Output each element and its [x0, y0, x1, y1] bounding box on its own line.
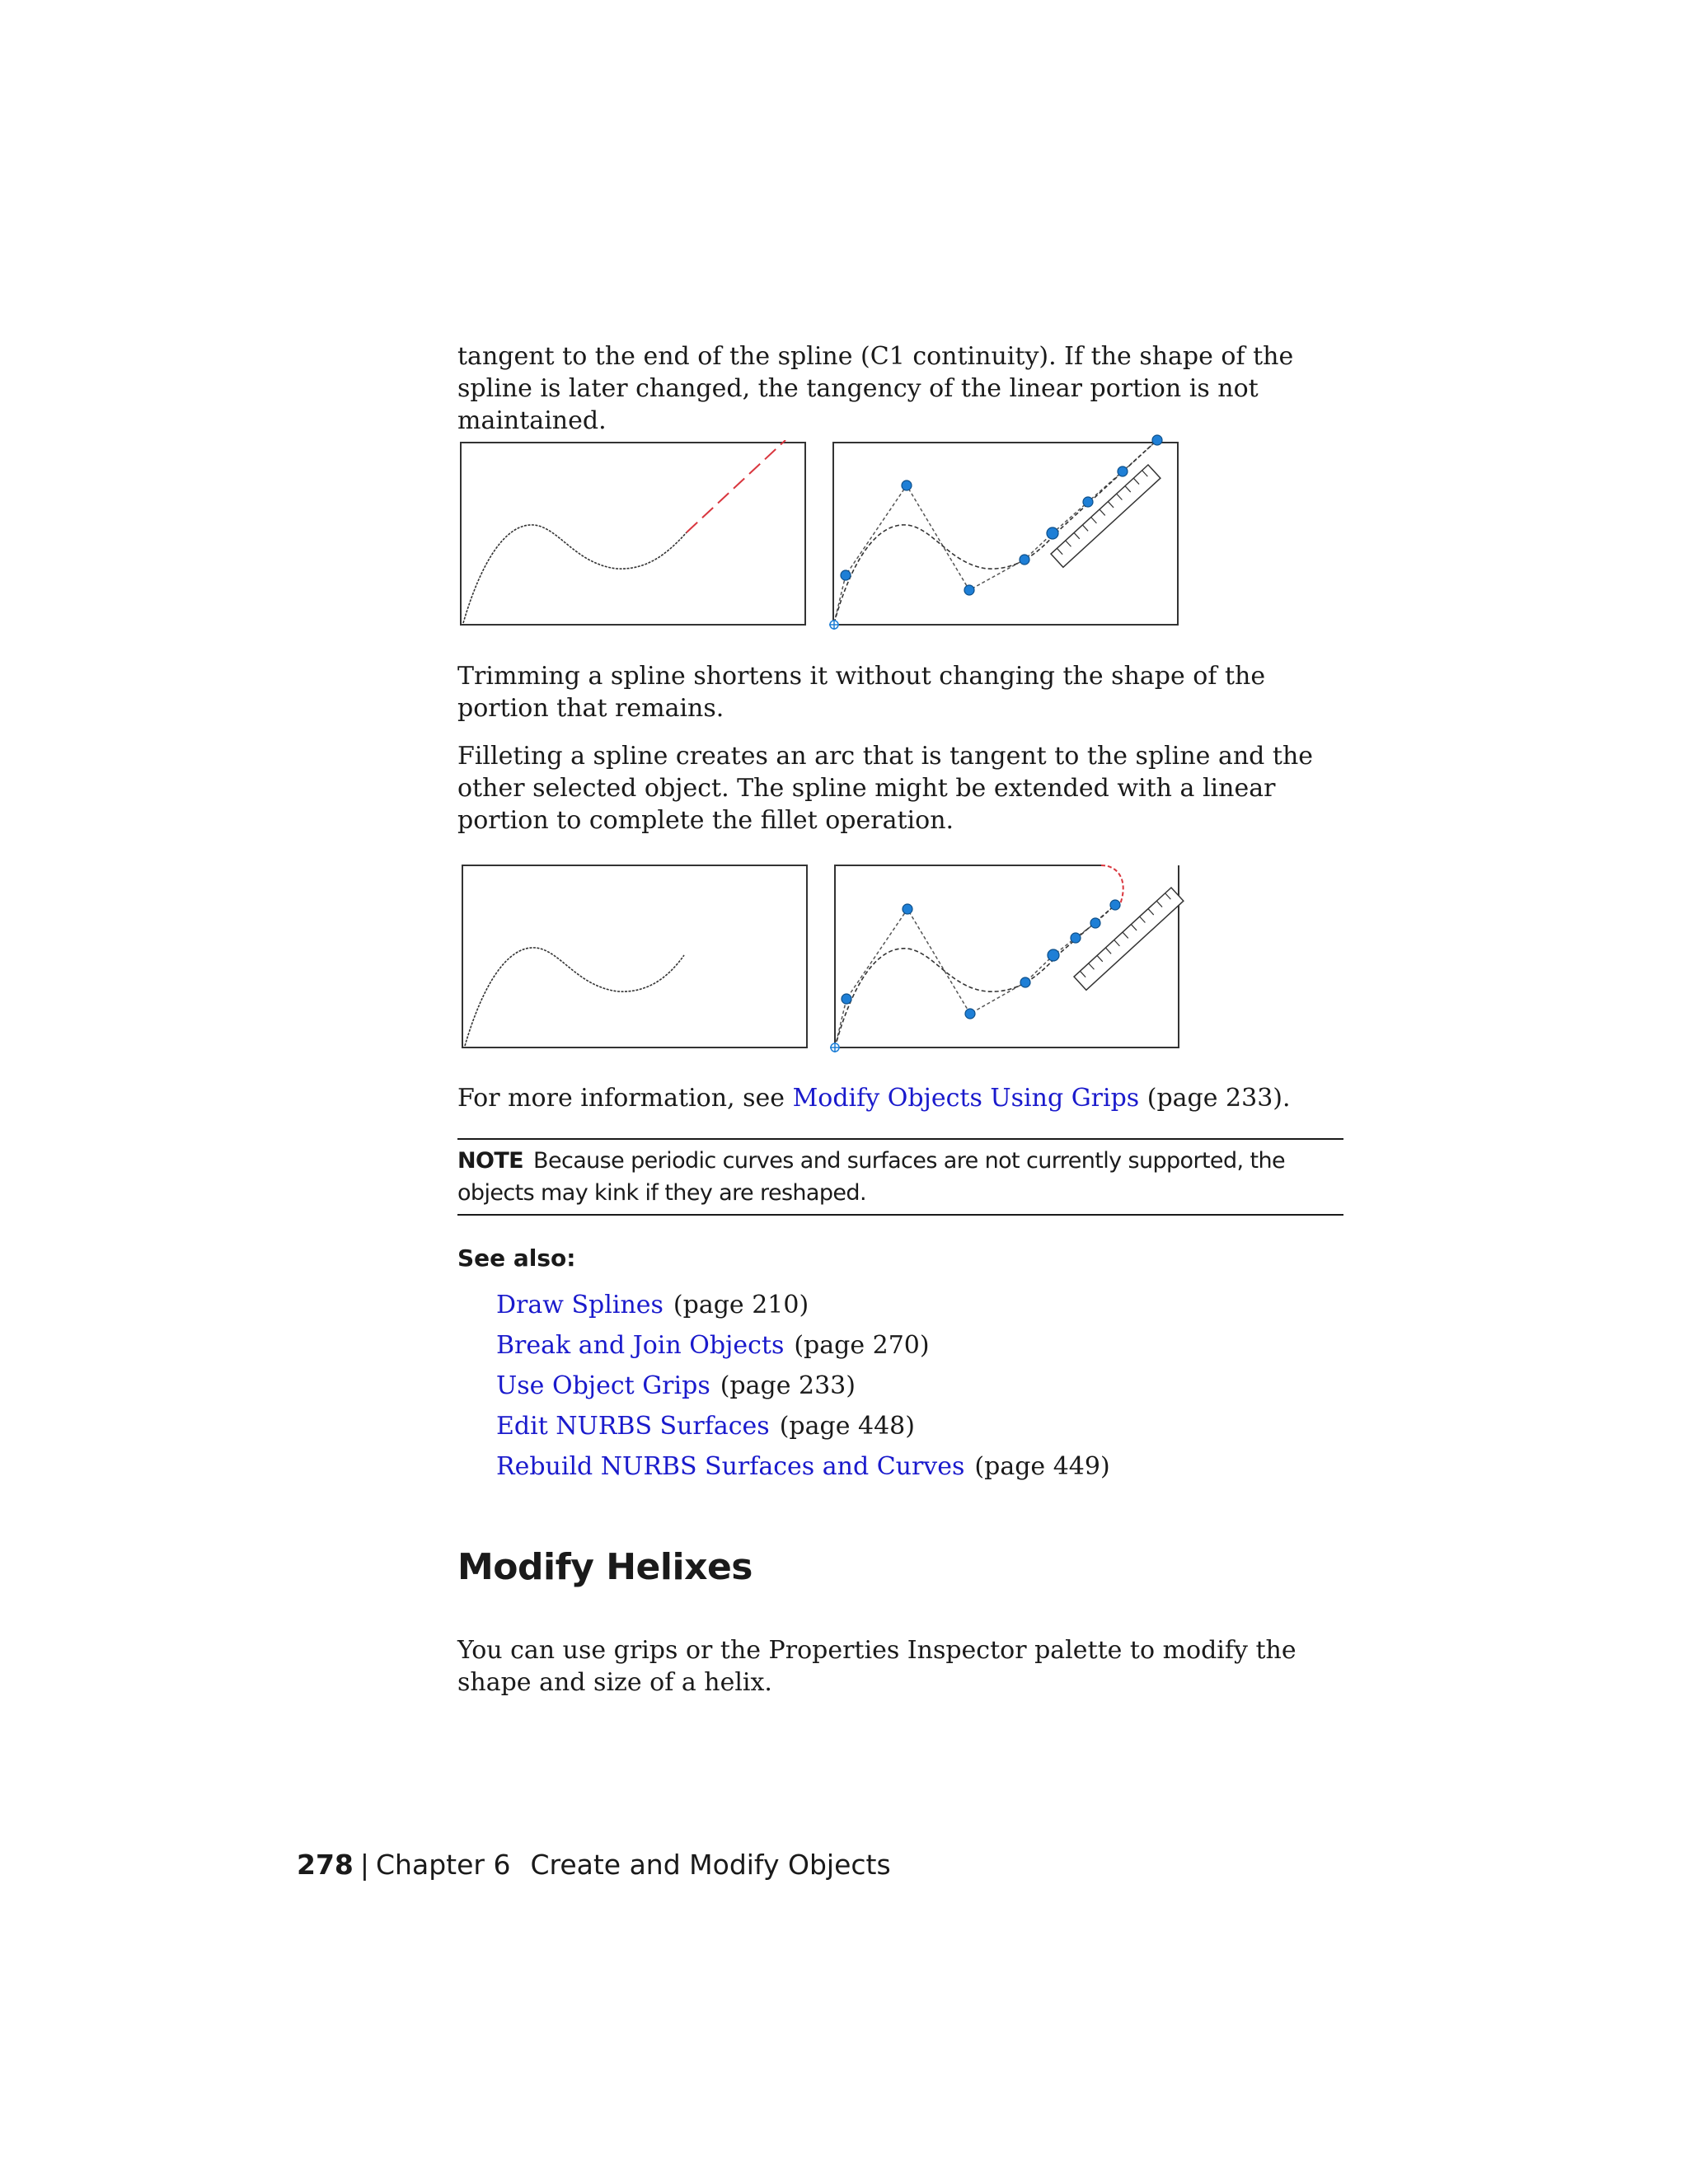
grip-point — [1071, 933, 1081, 943]
figure-spline-extend-left — [460, 440, 808, 626]
spline-curve — [835, 905, 1115, 1047]
section-heading: Modify Helixes — [457, 1546, 753, 1588]
grip-point — [1020, 555, 1029, 565]
section-body: You can use grips or the Properties Inspector palette to modify the shape and size of a helix. — [457, 1636, 1296, 1697]
link-modify-objects-using-grips[interactable]: Modify Objects Using Grips — [792, 1084, 1140, 1113]
see-also-title: See also: — [457, 1244, 576, 1272]
see-also-list — [496, 1285, 1110, 1487]
grip-point — [1152, 435, 1162, 445]
paragraph-tangent: tangent to the end of the spline (C1 continuity). If the shape of the spline is later changed, the tangency of the linear portion is not maintained. — [457, 342, 1294, 435]
more-info-suffix: (page 233). — [1139, 1084, 1291, 1113]
link-draw-splines[interactable]: Draw Splines — [496, 1291, 663, 1319]
paragraph-more-info — [457, 1082, 1343, 1114]
note-bottom-rule — [457, 1214, 1343, 1216]
note-text: Because periodic curves and surfaces are not currently supported, the objects may kink if they are reshaped. — [457, 1148, 1285, 1206]
page-footer — [297, 1849, 891, 1881]
page-reference: (page 448) — [779, 1412, 915, 1441]
grip-point — [1047, 527, 1058, 539]
page-reference: (page 270) — [794, 1331, 930, 1360]
page-reference: (page 210) — [673, 1291, 809, 1319]
grip-point — [841, 570, 851, 580]
grip-point — [965, 1009, 975, 1019]
figure-frame — [462, 865, 807, 1047]
link-rebuild-nurbs-surfaces-and-curves[interactable]: Rebuild NURBS Surfaces and Curves — [496, 1452, 965, 1481]
grip-point — [964, 585, 974, 595]
list-item — [496, 1406, 1110, 1446]
grip-point — [902, 480, 912, 490]
grip-point — [1110, 900, 1120, 910]
grip-point — [1090, 918, 1100, 928]
page-number: 278 — [297, 1849, 354, 1881]
grip-point — [1048, 949, 1059, 961]
more-info-prefix: For more information, see — [457, 1084, 793, 1113]
page-reference: (page 233) — [720, 1371, 856, 1400]
list-item — [496, 1325, 1110, 1366]
paragraph-filleting: Filleting a spline creates an arc that is tangent to the spline and the other selected object. The spline might be extended with a linear portion to complete the fillet operation. — [457, 742, 1314, 835]
figure-frame-partial — [835, 865, 1179, 1047]
ruler-icon — [1074, 888, 1184, 990]
list-item — [496, 1446, 1110, 1487]
footer-separator: | — [359, 1849, 370, 1881]
note-block — [457, 1145, 1343, 1209]
grip-point — [1020, 977, 1030, 987]
list-item — [496, 1285, 1110, 1325]
page-reference: (page 449) — [974, 1452, 1110, 1481]
control-polygon — [835, 905, 1115, 1047]
note-top-rule — [457, 1138, 1343, 1140]
grip-point — [903, 904, 912, 914]
note-label: NOTE — [457, 1148, 524, 1174]
figure-spline-extend-right — [826, 432, 1189, 638]
paragraph-trimming: Trimming a spline shortens it without changing the shape of the portion that remains. — [457, 662, 1266, 723]
grip-point — [842, 994, 851, 1004]
fillet-arc — [1101, 865, 1123, 904]
figure-spline-fillet-left — [462, 863, 809, 1048]
grip-points — [842, 900, 1120, 1019]
list-item — [496, 1366, 1110, 1406]
link-edit-nurbs-surfaces[interactable]: Edit NURBS Surfaces — [496, 1412, 770, 1441]
figure-spline-fillet-right — [827, 855, 1189, 1061]
origin-marker-icon — [830, 1043, 840, 1052]
grip-point — [1118, 466, 1128, 476]
chapter-label: Chapter 6 — [376, 1849, 511, 1881]
chapter-title: Create and Modify Objects — [530, 1849, 891, 1881]
grip-point — [1083, 497, 1093, 507]
link-use-object-grips[interactable]: Use Object Grips — [496, 1371, 710, 1400]
link-break-and-join-objects[interactable]: Break and Join Objects — [496, 1331, 785, 1360]
